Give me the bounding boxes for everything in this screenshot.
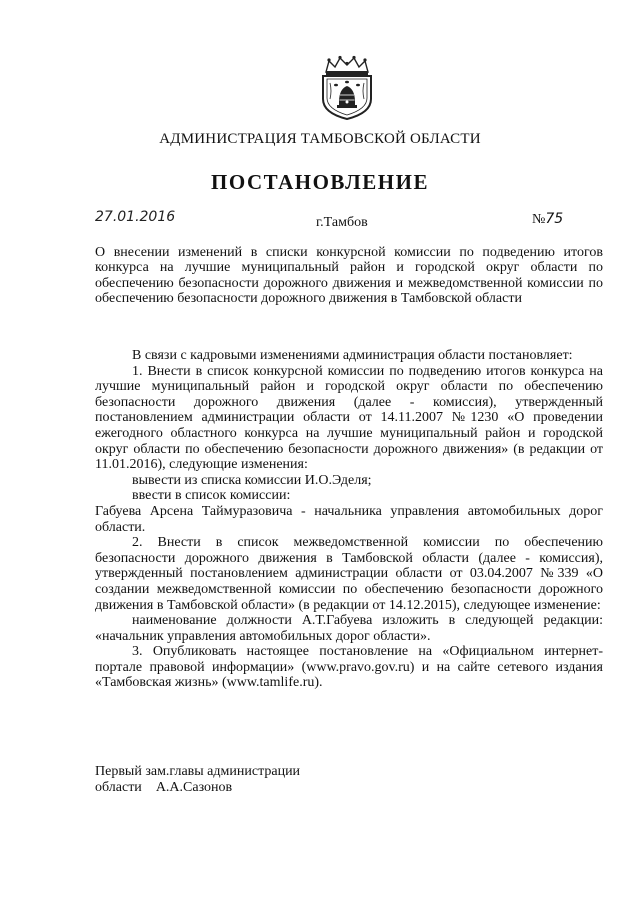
signatory-position: Первый зам.главы администрации [95, 764, 301, 779]
item-1-remove: вывести из списка комиссии И.О.Эделя; [132, 472, 372, 488]
signatory-name: А.А.Сазонов [155, 779, 233, 795]
document-number [532, 211, 563, 228]
item-2-change: наименование должности А.Т.Габуева изложить в следующей редакции: «начальник управления автомобильных дорог области». [95, 613, 603, 644]
item-1-add: ввести в список комиссии: [132, 488, 291, 504]
organization-title: АДМИНИСТРАЦИЯ ТАМБОВСКОЙ ОБЛАСТИ [159, 131, 481, 147]
intro-paragraph [95, 348, 603, 364]
document-body [95, 348, 603, 691]
signature-block [95, 764, 300, 795]
item-2: 2. Внести в список межведомственной комиссии по обеспечению безопасности дорожного движения в Тамбовской области (далее - комиссия), утвержденный постановлением администрации области от 03.04.2007 №339 «О создании межведомственной комиссии по обеспечению безопасности дорожного движения в Тамбовской области» (в редакции от 14.12.2015), следующее изменение: [95, 535, 603, 613]
document-city: г.Тамбов [316, 215, 368, 230]
item-3: 3. Опубликовать настоящее постановление на «Официальном интернет-портале правовой информации» (www.pravo.gov.ru) и на сайте сетевого издания «Тамбовская жизнь» (www.tamlife.ru). [95, 644, 603, 691]
item-1: 1. Внести в список конкурсной комиссии по подведению итогов конкурса на лучшие муниципальный район и городской округ области по обеспечению безопасности дорожного движения (далее - комиссия), утвержденный постановлением администрации области от 14.11.2007 №1230 «О проведении ежегодного областного конкурса на лучшие муниципальный район и городской округ области по обеспечению безопасности дорожного движения» (в редакции от 11.01.2016), следующие изменения: [95, 363, 603, 473]
tambov-coat-of-arms-icon [318, 55, 376, 121]
signatory-line-2 [95, 780, 300, 796]
document-type-title: ПОСТАНОВЛЕНИЕ [211, 170, 429, 194]
item-1-person: Габуева Арсена Таймуразовича - начальника управления автомобильных дорог области. [95, 503, 603, 535]
document-subject: О внесении изменений в списки конкурсной комиссии по подведению итогов конкурса на лучшие муниципальный район и городской округ области по обеспечению безопасности дорожного движения и межведомственной комиссии по обеспечению безопасности дорожного движения в Тамбовской области [95, 245, 603, 307]
intro-text: В связи с кадровыми изменениями администрация области [132, 348, 485, 363]
signatory-position-region: области [95, 779, 142, 795]
number-value: 75 [545, 211, 564, 227]
number-prefix: № [532, 212, 546, 227]
intro-end-text: постановляет: [488, 348, 573, 363]
document-date: 27.01.2016 [95, 209, 176, 225]
